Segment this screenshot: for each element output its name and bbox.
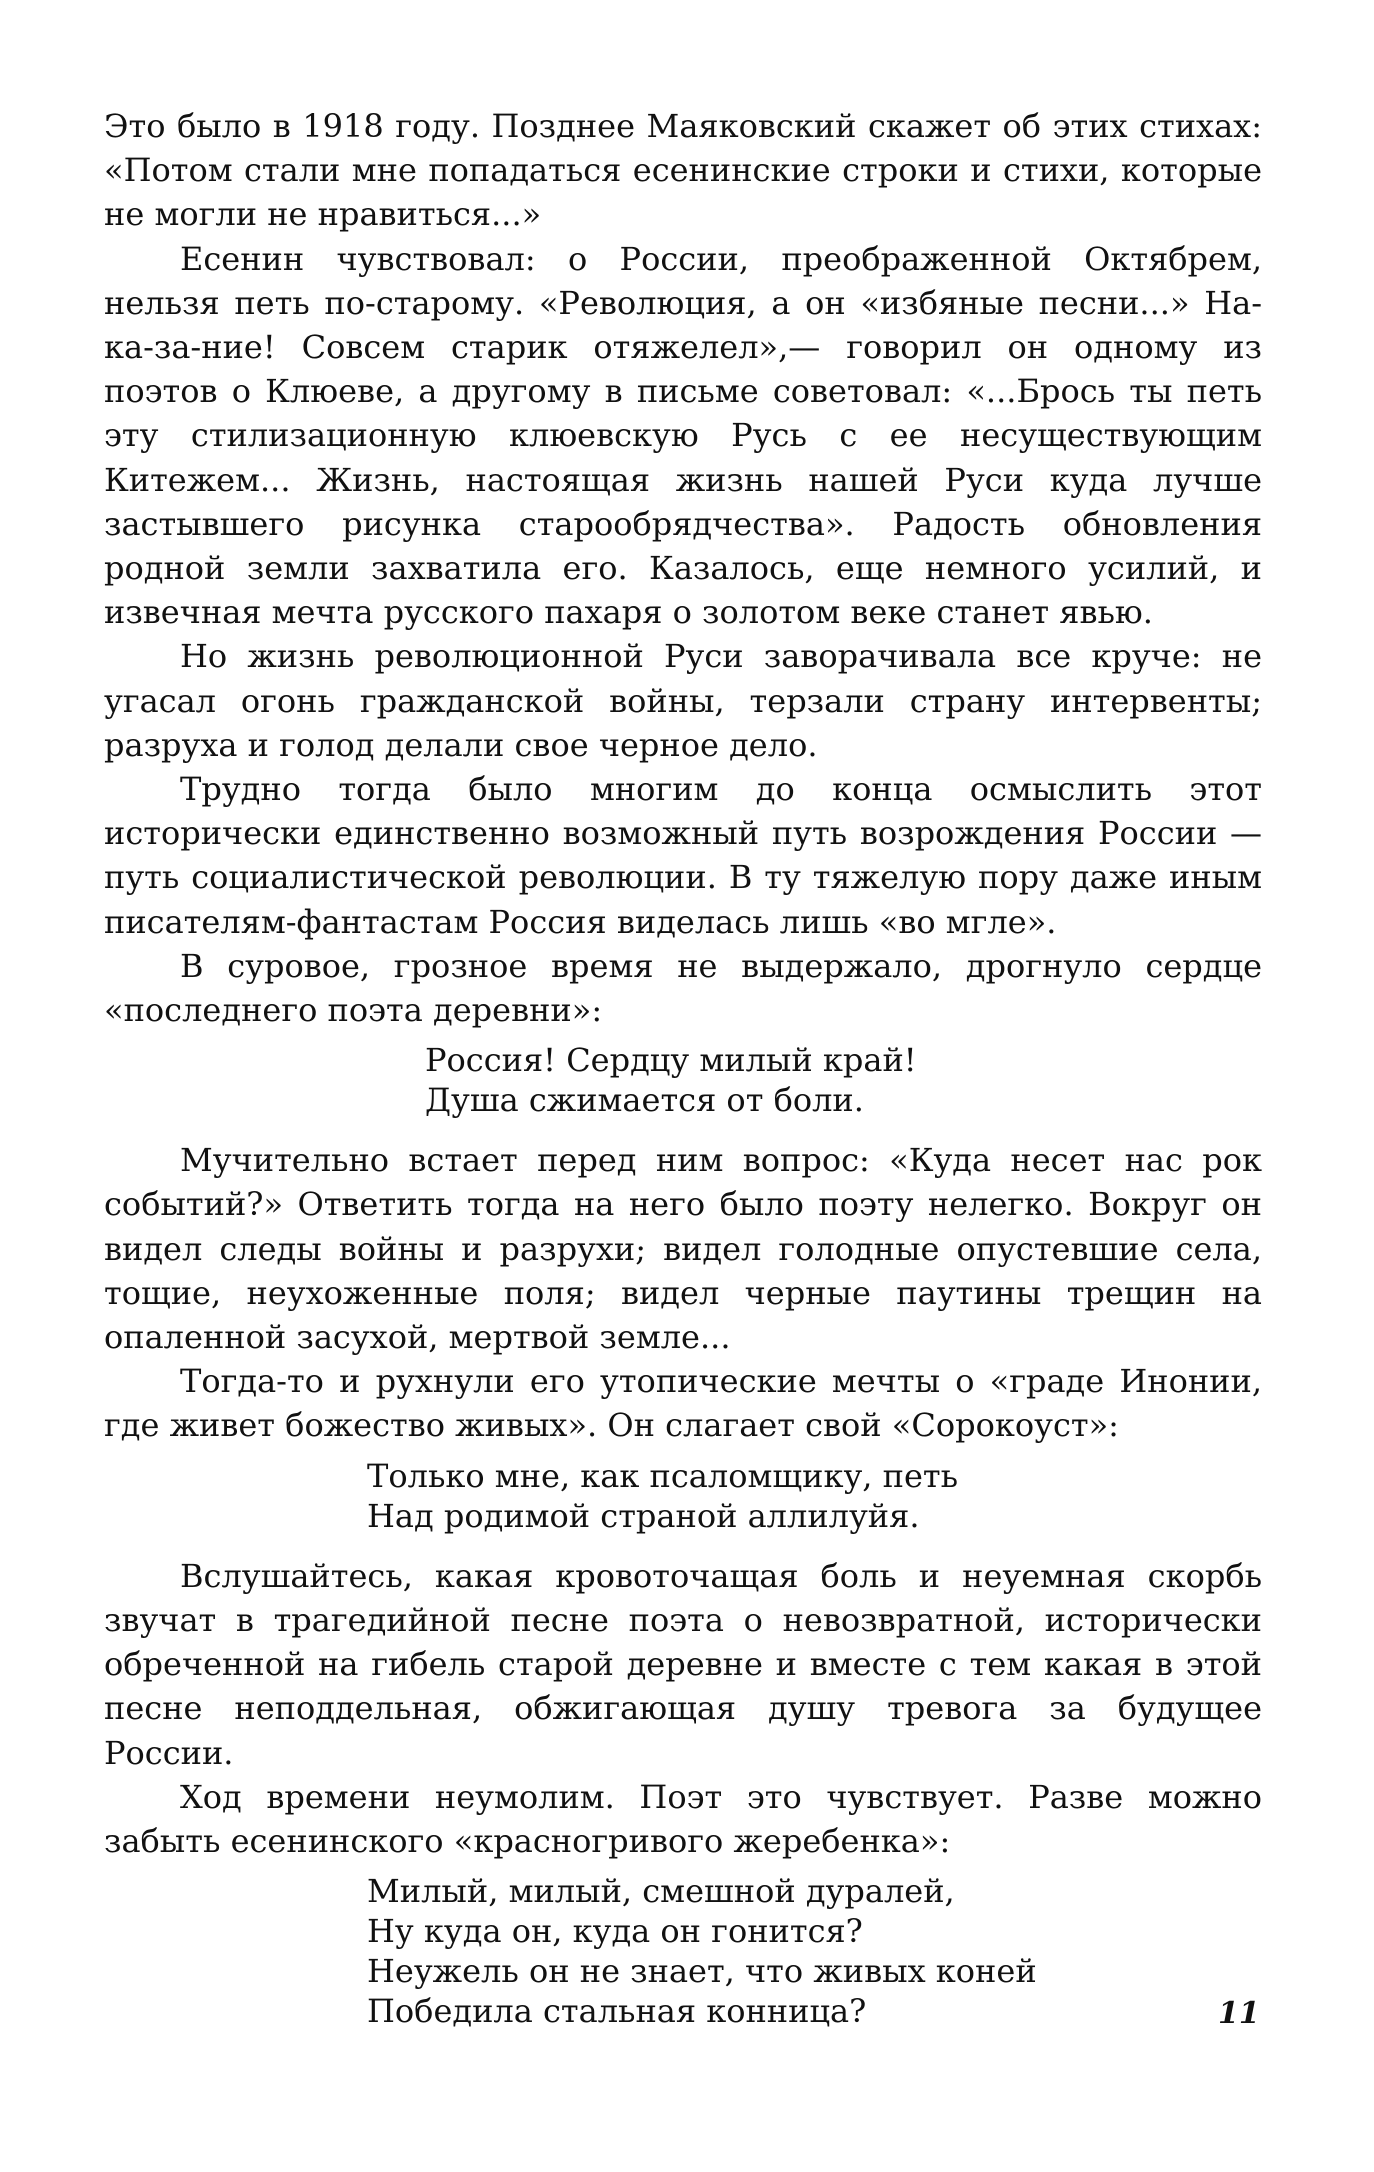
- verse-line: Неужель он не знает, что живых коней: [367, 1952, 1037, 1991]
- verse-line: Ну куда он, куда он гонится?: [367, 1912, 863, 1951]
- page-body: [104, 104, 1262, 2049]
- verse-line: Душа сжимается от боли.: [425, 1081, 864, 1120]
- verse-line: Над родимой страной аллилуйя.: [367, 1496, 920, 1535]
- verse-quote-2: [104, 1456, 1262, 1536]
- page-number: 11: [1218, 1996, 1260, 2031]
- paragraph-8: Вслушайтесь, какая кровоточащая боль и неуемная скорбь звучат в трагедийной песне поэта о невозвратной, исторически обреченной на гибель старой деревне и вместе с тем какая в этой песне неподдельная, обжигающая душу тревога за будущее России.: [104, 1556, 1262, 1772]
- paragraph-9: Ход времени неумолим. Поэт это чувствует. Разве можно забыть есенинского «красногривого жеребенка»:: [104, 1777, 1262, 1860]
- verse-quote-1: [104, 1040, 1262, 1120]
- verse-line: Только мне, как псаломщику, петь: [367, 1456, 958, 1495]
- verse-quote-3: [104, 1871, 1262, 2031]
- paragraph-4: Трудно тогда было многим до конца осмыслить этот исторически единственно возможный путь возрождения России — путь социалистической революции. В ту тяжелую пору даже иным писателям-фантастам Россия виделась лишь «во мгле».: [104, 770, 1262, 941]
- paragraph-2: Есенин чувствовал: о России, преображенной Октябрем, нельзя петь по-старому. «Революция, а он «избяные песни...» На-ка-за-ние! Совсем старик отяжелел»,— говорил он одному из поэтов о Клюеве, а другому в письме советовал: «...Брось ты петь эту стилизационную клюевскую Русь с ее несуществующим Китежем... Жизнь, настоящая жизнь нашей Руси куда лучше застывшего рисунка старообрядчества». Радость обновления родной земли захватила его. Казалось, еще немного усилий, и извечная мечта русского пахаря о золотом веке станет явью.: [104, 239, 1262, 632]
- paragraph-3: Но жизнь революционной Руси заворачивала все круче: не угасал огонь гражданской войны, терзали страну интервенты; разруха и голод делали свое черное дело.: [104, 637, 1262, 764]
- verse-line: Милый, милый, смешной дуралей,: [367, 1872, 955, 1911]
- paragraph-6: Мучительно встает перед ним вопрос: «Куда несет нас рок событий?» Ответить тогда на него было поэту нелегко. Вокруг он видел следы войны и разрухи; видел голодные опустевшие села, тощие, неухоженные поля; видел черные паутины трещин на опаленной засухой, мертвой земле...: [104, 1141, 1262, 1357]
- verse-line: Победила стальная конница?: [367, 1992, 867, 2031]
- paragraph-7: Тогда-то и рухнули его утопические мечты о «граде Инонии, где живет божество живых». Он слагает свой «Сорокоуст»:: [104, 1362, 1262, 1445]
- paragraph-5: В суровое, грозное время не выдержало, дрогнуло сердце «последнего поэта деревни»:: [104, 946, 1262, 1030]
- verse-line: Россия! Сердцу милый край!: [425, 1041, 917, 1080]
- paragraph-1: Это было в 1918 году. Позднее Маяковский скажет об этих стихах: «Потом стали мне попадаться есенинские строки и стихи, которые не могли не нравиться...»: [104, 107, 1262, 234]
